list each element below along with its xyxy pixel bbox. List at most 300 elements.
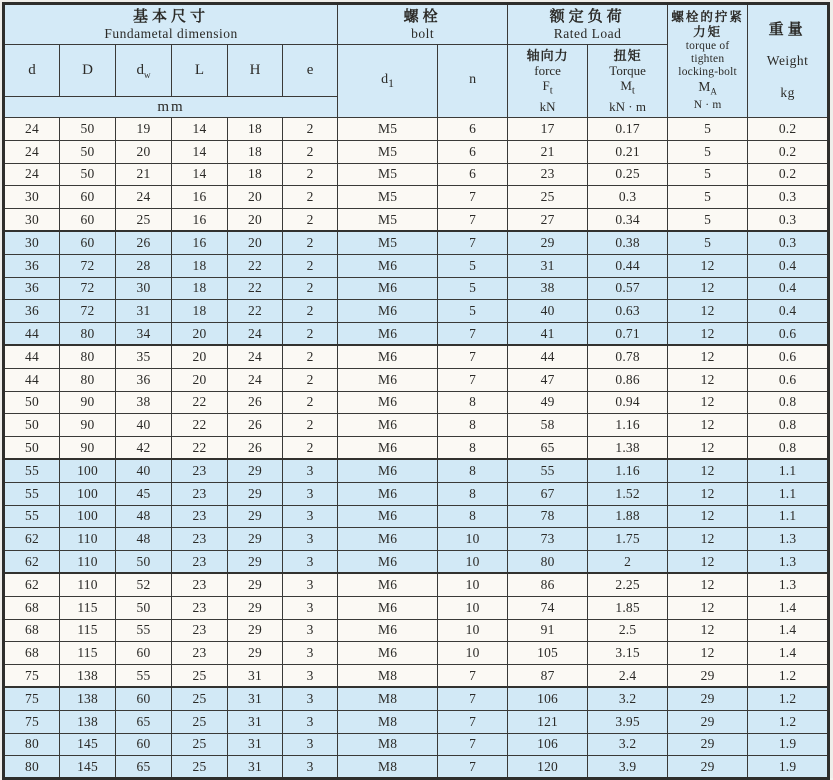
table-row (4, 573, 829, 596)
table-cell: M6 (338, 619, 438, 642)
locking-torque-label-zh-line2: 力矩 (693, 24, 723, 39)
table-cell: 3 (283, 665, 338, 688)
table-cell: 55 (4, 482, 60, 505)
table-row (4, 733, 829, 756)
table-cell: 16 (172, 209, 228, 232)
table-cell: 8 (438, 482, 508, 505)
table-cell: 0.3 (748, 186, 829, 209)
table-cell: 50 (60, 140, 116, 163)
fundamental-dimension-label-en: Fundametal dimension (104, 25, 238, 41)
table-cell: 18 (172, 300, 228, 323)
table-cell: 48 (116, 528, 172, 551)
table-cell: 1.4 (748, 619, 829, 642)
weight-label-zh: 重量 (768, 22, 807, 38)
table-cell: 29 (228, 619, 283, 642)
table-row (4, 323, 829, 346)
table-cell: 25 (508, 186, 588, 209)
table-cell: 2 (283, 163, 338, 186)
table-cell: 20 (172, 368, 228, 391)
table-cell: 5 (668, 118, 748, 141)
table-cell: 5 (668, 140, 748, 163)
table-cell: M6 (338, 437, 438, 460)
table-cell: 0.63 (588, 300, 668, 323)
table-cell: M6 (338, 345, 438, 368)
table-cell: 40 (508, 300, 588, 323)
table-row (4, 209, 829, 232)
table-cell: 145 (60, 756, 116, 779)
table-cell: 16 (172, 186, 228, 209)
table-cell: 3 (283, 505, 338, 528)
table-cell: 90 (60, 391, 116, 414)
table-cell: 1.85 (588, 596, 668, 619)
table-cell: M6 (338, 391, 438, 414)
table-row (4, 118, 829, 141)
fundamental-dimension-label-zh: 基本尺寸 (133, 8, 210, 25)
table-cell: 1.4 (748, 642, 829, 665)
table-cell: 3 (283, 642, 338, 665)
table-cell: 1.3 (748, 528, 829, 551)
table-cell: 65 (116, 756, 172, 779)
table-cell: 52 (116, 573, 172, 596)
table-cell: 30 (4, 209, 60, 232)
table-cell: 1.1 (748, 459, 829, 482)
table-cell: 3 (283, 573, 338, 596)
table-cell: 1.52 (588, 482, 668, 505)
table-cell: 75 (4, 710, 60, 733)
table-cell: 115 (60, 596, 116, 619)
table-cell: 23 (172, 505, 228, 528)
table-cell: 25 (116, 209, 172, 232)
table-cell: 10 (438, 528, 508, 551)
table-cell: 22 (172, 414, 228, 437)
table-cell: 1.2 (748, 710, 829, 733)
table-cell: 31 (228, 756, 283, 779)
table-cell: 0.4 (748, 300, 829, 323)
table-cell: 110 (60, 573, 116, 596)
table-row (4, 277, 829, 300)
table-cell: 0.78 (588, 345, 668, 368)
table-cell: 45 (116, 482, 172, 505)
table-cell: 25 (172, 687, 228, 710)
table-cell: 8 (438, 391, 508, 414)
table-cell: 20 (172, 323, 228, 346)
table-cell: 12 (668, 551, 748, 574)
table-cell: 12 (668, 414, 748, 437)
column-torque (588, 45, 668, 118)
table-cell: M8 (338, 733, 438, 756)
table-cell: 1.3 (748, 573, 829, 596)
table-cell: 18 (172, 254, 228, 277)
table-cell: 0.8 (748, 437, 829, 460)
table-cell: 24 (228, 368, 283, 391)
table-cell: 58 (508, 414, 588, 437)
table-cell: 18 (228, 118, 283, 141)
table-cell: 29 (228, 596, 283, 619)
table-cell: 38 (508, 277, 588, 300)
axial-force-label-zh: 轴向力 (526, 48, 569, 64)
table-cell: 2 (283, 368, 338, 391)
table-cell: 24 (4, 118, 60, 141)
unit-mm: mm (4, 97, 338, 118)
table-cell: M5 (338, 209, 438, 232)
column-L: L (172, 45, 228, 97)
table-cell: 10 (438, 573, 508, 596)
table-cell: M6 (338, 323, 438, 346)
table-cell: 40 (116, 414, 172, 437)
table-cell: 0.34 (588, 209, 668, 232)
table-cell: 2 (588, 551, 668, 574)
table-cell: 2.5 (588, 619, 668, 642)
table-cell: 21 (116, 163, 172, 186)
table-cell: 1.2 (748, 687, 829, 710)
table-cell: 80 (4, 756, 60, 779)
table-cell: 8 (438, 414, 508, 437)
table-cell: 0.57 (588, 277, 668, 300)
table-cell: 29 (668, 687, 748, 710)
table-cell: 25 (172, 665, 228, 688)
table-cell: 10 (438, 596, 508, 619)
table-row (4, 596, 829, 619)
table-cell: 1.75 (588, 528, 668, 551)
table-cell: 62 (4, 551, 60, 574)
table-cell: 0.4 (748, 277, 829, 300)
table-cell: 2 (283, 118, 338, 141)
table-cell: 50 (60, 163, 116, 186)
table-cell: 29 (668, 665, 748, 688)
axial-force-label-en: force (534, 63, 561, 79)
header-weight (748, 4, 829, 118)
table-cell: 22 (228, 277, 283, 300)
table-cell: 12 (668, 505, 748, 528)
table-cell: 14 (172, 118, 228, 141)
rated-load-label-en: Rated Load (553, 25, 622, 41)
table-cell: M6 (338, 528, 438, 551)
table-cell: 31 (228, 687, 283, 710)
table-cell: 138 (60, 710, 116, 733)
table-cell: 26 (116, 231, 172, 254)
table-cell: 19 (116, 118, 172, 141)
table-cell: 80 (4, 733, 60, 756)
table-row (4, 231, 829, 254)
table-cell: 68 (4, 596, 60, 619)
table-cell: 0.2 (748, 140, 829, 163)
table-cell: 50 (4, 414, 60, 437)
table-cell: 3 (283, 596, 338, 619)
table-cell: 25 (172, 710, 228, 733)
table-cell: 22 (228, 254, 283, 277)
table-cell: 24 (116, 186, 172, 209)
table-cell: 10 (438, 642, 508, 665)
table-cell: 115 (60, 619, 116, 642)
table-cell: 24 (228, 323, 283, 346)
torque-unit: kN · m (609, 98, 647, 114)
table-cell: 138 (60, 665, 116, 688)
table-cell: 2 (283, 345, 338, 368)
bolt-label-en: bolt (411, 25, 435, 41)
table-cell: 26 (228, 391, 283, 414)
table-cell: M6 (338, 551, 438, 574)
table-cell: 0.21 (588, 140, 668, 163)
table-cell: 22 (172, 391, 228, 414)
table-header (4, 4, 829, 118)
table-cell: 72 (60, 277, 116, 300)
table-cell: 50 (60, 118, 116, 141)
table-cell: 14 (172, 140, 228, 163)
table-cell: 29 (228, 505, 283, 528)
table-cell: 2 (283, 323, 338, 346)
table-cell: 0.94 (588, 391, 668, 414)
table-cell: 8 (438, 459, 508, 482)
table-cell: 7 (438, 231, 508, 254)
table-cell: M6 (338, 300, 438, 323)
torque-label-zh: 扭矩 (613, 48, 642, 64)
torque-symbol: $M_t$ (620, 78, 635, 97)
table-cell: 0.25 (588, 163, 668, 186)
column-axial-force (508, 45, 588, 118)
table-cell: M8 (338, 665, 438, 688)
table-cell: 2 (283, 231, 338, 254)
table-cell: 65 (508, 437, 588, 460)
table-cell: 29 (668, 733, 748, 756)
table-cell: 65 (116, 710, 172, 733)
table-cell: 55 (116, 619, 172, 642)
table-cell: 105 (508, 642, 588, 665)
table-cell: 3.15 (588, 642, 668, 665)
table-row (4, 300, 829, 323)
table-cell: 41 (508, 323, 588, 346)
table-cell: 121 (508, 710, 588, 733)
table-cell: 7 (438, 733, 508, 756)
table-row (4, 459, 829, 482)
axial-force-symbol: $F_t$ (542, 78, 553, 97)
table-cell: 24 (228, 345, 283, 368)
table-cell: 12 (668, 368, 748, 391)
table-cell: 10 (438, 551, 508, 574)
table-cell: 2 (283, 300, 338, 323)
table-cell: 60 (116, 687, 172, 710)
table-cell: 38 (116, 391, 172, 414)
table-cell: 74 (508, 596, 588, 619)
table-cell: 3 (283, 687, 338, 710)
table-cell: 12 (668, 437, 748, 460)
table-cell: 12 (668, 323, 748, 346)
table-cell: 29 (508, 231, 588, 254)
table-cell: 2 (283, 186, 338, 209)
table-cell: 23 (172, 619, 228, 642)
table-cell: 12 (668, 528, 748, 551)
table-cell: 12 (668, 642, 748, 665)
table-row (4, 505, 829, 528)
table-cell: 23 (172, 528, 228, 551)
table-cell: 10 (438, 619, 508, 642)
table-cell: 2 (283, 437, 338, 460)
table-cell: 60 (116, 642, 172, 665)
table-cell: M8 (338, 687, 438, 710)
table-cell: 25 (172, 756, 228, 779)
table-cell: 87 (508, 665, 588, 688)
table-cell: 2 (283, 391, 338, 414)
table-cell: 6 (438, 163, 508, 186)
table-cell: 50 (116, 551, 172, 574)
table-cell: 12 (668, 277, 748, 300)
column-D: D (60, 45, 116, 97)
table-cell: 1.38 (588, 437, 668, 460)
table-cell: 49 (508, 391, 588, 414)
table-cell: 72 (60, 300, 116, 323)
table-cell: 62 (4, 528, 60, 551)
table-cell: 3 (283, 551, 338, 574)
table-cell: 55 (4, 459, 60, 482)
table-cell: 36 (4, 254, 60, 277)
table-row (4, 186, 829, 209)
table-cell: 120 (508, 756, 588, 779)
table-cell: 29 (228, 459, 283, 482)
column-d: d (4, 45, 60, 97)
table-row (4, 140, 829, 163)
table-cell: 0.71 (588, 323, 668, 346)
column-H: H (228, 45, 283, 97)
table-cell: 48 (116, 505, 172, 528)
table-cell: 60 (60, 186, 116, 209)
torque-label-en: Torque (609, 63, 646, 79)
table-cell: 0.86 (588, 368, 668, 391)
header-bolt (338, 4, 508, 45)
table-cell: 6 (438, 118, 508, 141)
table-cell: 20 (228, 186, 283, 209)
table-cell: M6 (338, 505, 438, 528)
table-cell: 24 (4, 140, 60, 163)
table-cell: 3.2 (588, 733, 668, 756)
table-cell: 55 (4, 505, 60, 528)
table-cell: 7 (438, 756, 508, 779)
table-cell: 145 (60, 733, 116, 756)
table-cell: 3 (283, 459, 338, 482)
table-row (4, 687, 829, 710)
table-cell: 2 (283, 277, 338, 300)
table-cell: 1.1 (748, 505, 829, 528)
table-cell: 3 (283, 528, 338, 551)
table-cell: M5 (338, 186, 438, 209)
table-cell: 73 (508, 528, 588, 551)
table-cell: 80 (60, 323, 116, 346)
table-cell: 1.16 (588, 414, 668, 437)
table-cell: 23 (508, 163, 588, 186)
table-cell: 29 (228, 482, 283, 505)
table-cell: M6 (338, 277, 438, 300)
table-cell: 40 (116, 459, 172, 482)
table-cell: M5 (338, 163, 438, 186)
table-cell: 1.3 (748, 551, 829, 574)
table-cell: 12 (668, 619, 748, 642)
table-cell: 29 (668, 710, 748, 733)
table-cell: 7 (438, 345, 508, 368)
table-cell: 18 (228, 163, 283, 186)
table-row (4, 437, 829, 460)
table-cell: 35 (116, 345, 172, 368)
table-cell: 5 (668, 231, 748, 254)
table-cell: 60 (60, 231, 116, 254)
table-row (4, 254, 829, 277)
table-cell: 7 (438, 710, 508, 733)
table-cell: 23 (172, 642, 228, 665)
table-cell: 29 (668, 756, 748, 779)
table-cell: 0.3 (748, 209, 829, 232)
table-cell: 23 (172, 573, 228, 596)
column-e: e (283, 45, 338, 97)
table-cell: 110 (60, 528, 116, 551)
table-cell: 91 (508, 619, 588, 642)
table-cell: 30 (4, 186, 60, 209)
axial-force-unit: kN (539, 98, 556, 114)
table-cell: 21 (508, 140, 588, 163)
table-row (4, 345, 829, 368)
table-cell: 31 (116, 300, 172, 323)
table-cell: 3.95 (588, 710, 668, 733)
table-cell: 3.2 (588, 687, 668, 710)
table-cell: 25 (172, 733, 228, 756)
table-cell: 0.6 (748, 345, 829, 368)
table-cell: 12 (668, 459, 748, 482)
table-cell: 60 (60, 209, 116, 232)
table-cell: 100 (60, 505, 116, 528)
table-cell: M5 (338, 118, 438, 141)
table-cell: 20 (228, 231, 283, 254)
table-cell: 50 (4, 391, 60, 414)
locking-torque-label-en-line1: torque of (685, 39, 730, 52)
locking-torque-label-zh-line1: 螺栓的拧紧 (671, 9, 744, 24)
header-locking-bolt-torque (668, 4, 748, 118)
table-row (4, 368, 829, 391)
table-cell: 22 (228, 300, 283, 323)
table-body (4, 118, 829, 779)
table-cell: 7 (438, 368, 508, 391)
table-cell: 1.1 (748, 482, 829, 505)
header-fundamental-dimension (4, 4, 338, 45)
table-cell: 26 (228, 414, 283, 437)
table-cell: M5 (338, 140, 438, 163)
table-cell: 100 (60, 482, 116, 505)
table-cell: 1.88 (588, 505, 668, 528)
table-cell: 50 (4, 437, 60, 460)
table-cell: 47 (508, 368, 588, 391)
table-cell: 3 (283, 482, 338, 505)
table-cell: 5 (668, 163, 748, 186)
table-cell: 2.25 (588, 573, 668, 596)
table-cell: 3 (283, 733, 338, 756)
table-row (4, 482, 829, 505)
column-n: n (438, 45, 508, 118)
table-cell: M6 (338, 368, 438, 391)
table-cell: 60 (116, 733, 172, 756)
weight-label-en: Weight (766, 53, 809, 68)
table-cell: 78 (508, 505, 588, 528)
table-cell: 75 (4, 687, 60, 710)
header-rated-load (508, 4, 668, 45)
table-cell: 5 (438, 300, 508, 323)
table-cell: 90 (60, 437, 116, 460)
table-cell: 16 (172, 231, 228, 254)
table-cell: 1.9 (748, 756, 829, 779)
table-cell: 14 (172, 163, 228, 186)
table-cell: 24 (4, 163, 60, 186)
weight-unit: kg (780, 85, 795, 100)
table-cell: 7 (438, 665, 508, 688)
table-cell: 5 (438, 277, 508, 300)
table-cell: 110 (60, 551, 116, 574)
locking-torque-label-en-line2: tighten (690, 52, 725, 65)
column-dw: $d_w$ (116, 45, 172, 97)
table-cell: 26 (228, 437, 283, 460)
